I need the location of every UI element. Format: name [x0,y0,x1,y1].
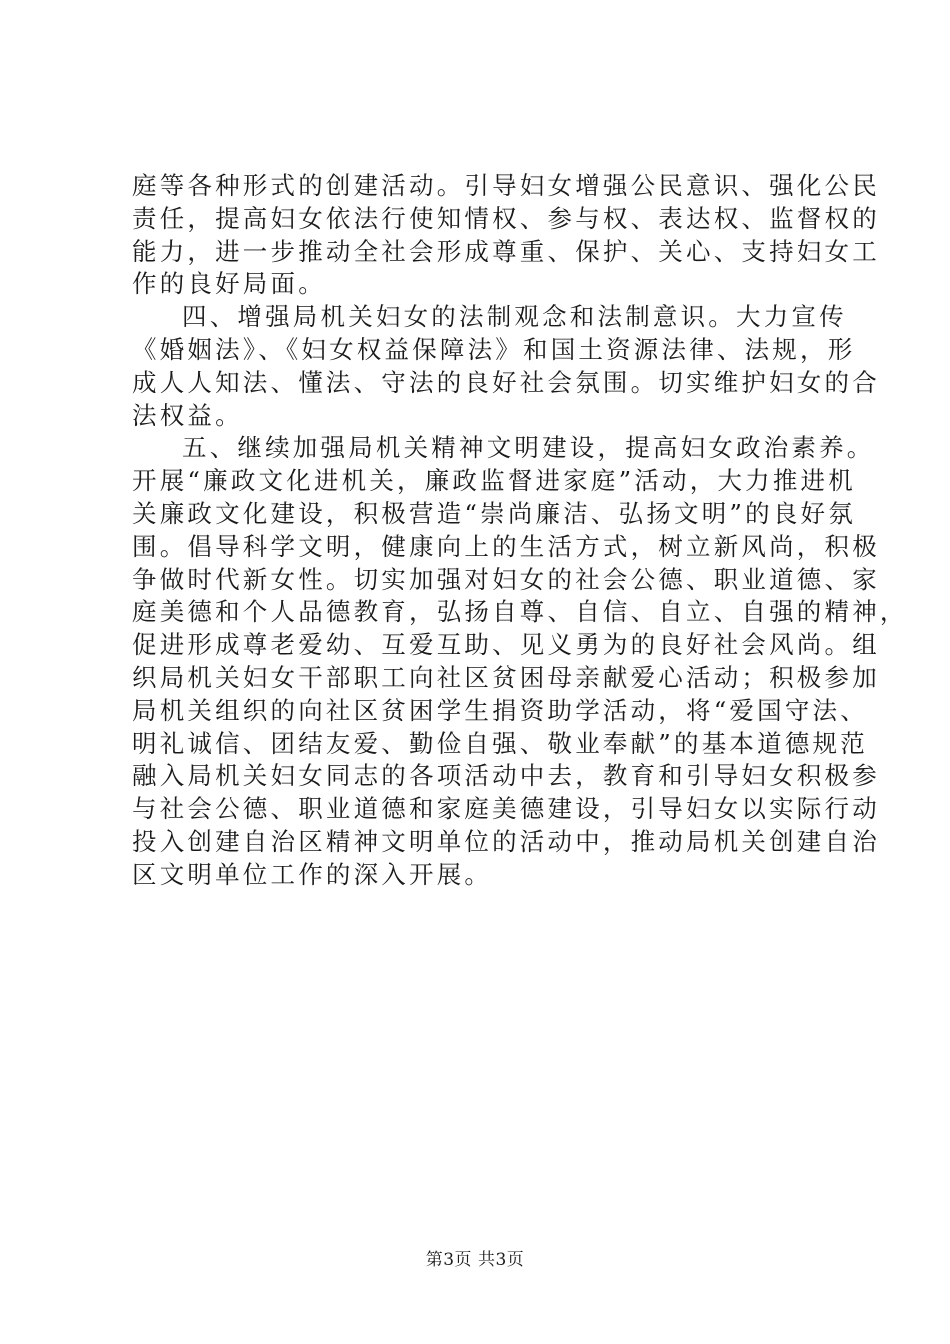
text-line: 作的良好局面。 [132,269,326,299]
page-footer: 第3页 共3页 [425,1250,525,1270]
text-line: 法权益。 [132,400,243,430]
text-line: 责任，提高妇女依法行使知情权、参与权、表达权、监督权的 [132,203,880,233]
text-line: 明礼诚信、团结友爱、勤俭自强、敬业奉献”的基本道德规范 [132,728,868,758]
text-line: 局机关组织的向社区贫困学生捐资助学活动，将“爱国守法、 [132,695,868,725]
text-line: 庭美德和个人品德教育，弘扬自尊、自信、自立、自强的精神， [132,597,908,627]
text-line: 投入创建自治区精神文明单位的活动中，推动局机关创建自治 [132,826,880,856]
text-line: 织局机关妇女干部职工向社区贫困母亲献爱心活动；积极参加 [132,662,880,692]
text-line: 四、增强局机关妇女的法制观念和法制意识。大力宣传 [182,302,847,332]
text-line: 围。倡导科学文明，健康向上的生活方式，树立新风尚，积极 [132,531,880,561]
text-line: 促进形成尊老爱幼、互爱互助、见义勇为的良好社会风尚。组 [132,630,880,660]
text-line: 关廉政文化建设，积极营造“崇尚廉洁、弘扬文明”的良好氛 [132,498,856,528]
text-line: 区文明单位工作的深入开展。 [132,859,493,889]
text-line: 争做时代新女性。切实加强对妇女的社会公德、职业道德、家 [132,564,880,594]
document-body [132,170,908,892]
text-line: 开展“廉政文化进机关，廉政监督进家庭”活动，大力推进机 [132,466,856,496]
text-line: 能力，进一步推动全社会形成尊重、保护、关心、支持妇女工 [132,236,880,266]
text-line: 融入局机关妇女同志的各项活动中去，教育和引导妇女积极参 [132,761,880,791]
text-line: 五、继续加强局机关精神文明建设，提高妇女政治素养。 [182,433,875,463]
text-line: 《婚姻法》、《妇女权益保障法》和国土资源法律、法规，形 [132,334,856,364]
text-line: 与社会公德、职业道德和家庭美德建设，引导妇女以实际行动 [132,794,880,824]
text-line: 庭等各种形式的创建活动。引导妇女增强公民意识、强化公民 [132,171,880,200]
text-line: 成人人知法、懂法、守法的良好社会氛围。切实维护妇女的合 [132,367,880,397]
